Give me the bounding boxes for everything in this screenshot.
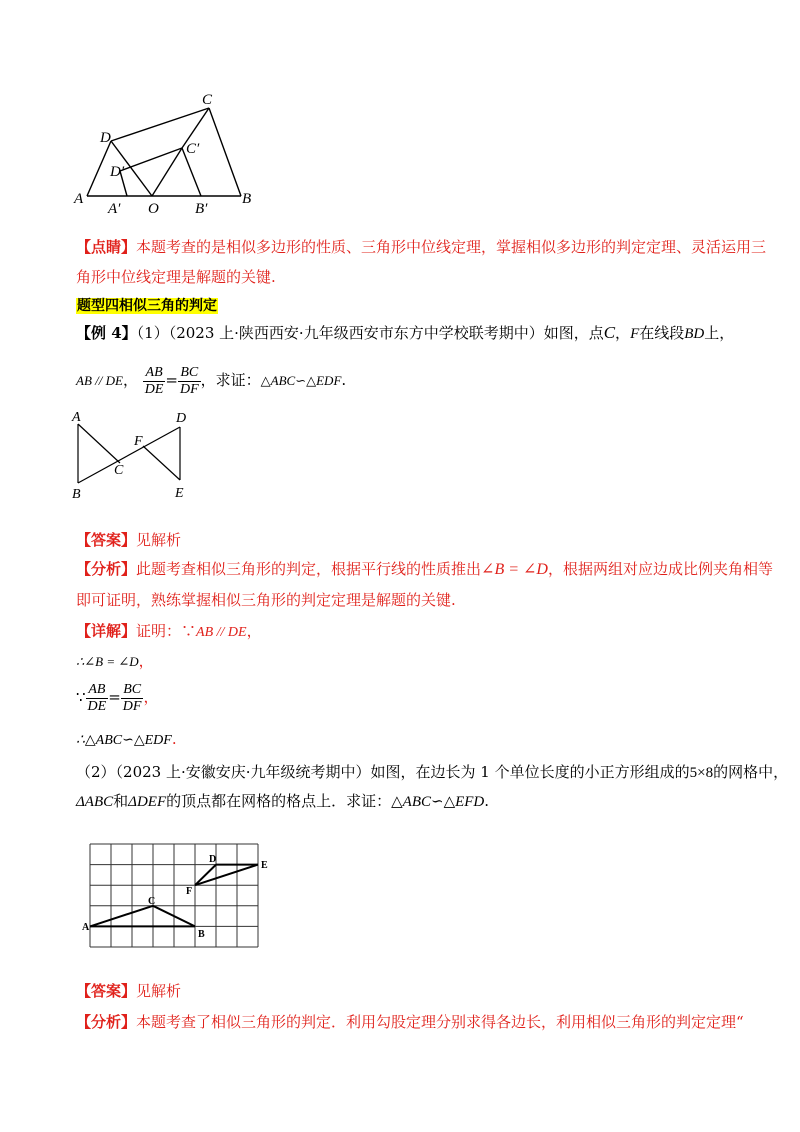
example4-intro: （1）（2023 上·陕西西安·九年级西安市东方中学校联考期中）如图，点 — [136, 324, 604, 342]
analysis1-text-2: 即可证明，熟练掌握相似三角形的判定定理是解题的关键. — [76, 591, 456, 609]
frac-num: BC — [178, 365, 201, 382]
comma: ， — [122, 371, 138, 389]
example4-line-1 — [76, 322, 734, 345]
label-d: D — [209, 854, 217, 865]
label-b: B — [198, 929, 205, 940]
prove-statement: △ABC∽△EDF — [260, 373, 342, 388]
analysis1-text-1b: ，根据两组对应边成比例夹角相等 — [547, 560, 773, 578]
detail1-text: 证明：∵ — [136, 622, 197, 640]
label-e: E — [261, 860, 268, 871]
part2-text-1a: （2）（2023 上·安徽安庆·九年级统考期中）如图，在边长为 1 个单位长度的小正方形组成的 — [76, 763, 690, 781]
label-b-prime: B′ — [195, 201, 208, 215]
note-line-2 — [76, 266, 276, 288]
note-text-1: 本题考查的是相似多边形的性质、三角形中位线定理，掌握相似多边形的判定定理、灵活运用三 — [136, 238, 767, 256]
point-f: F — [630, 326, 640, 342]
equals: = — [165, 371, 178, 389]
note-tag: 【点睛】 — [76, 238, 137, 256]
answer2-text: 见解析 — [136, 982, 182, 1000]
part2-line-1 — [76, 761, 788, 784]
note-text-2: 角形中位线定理是解题的关键. — [76, 268, 276, 286]
part2-text-2: 的顶点都在网格的格点上．求证： — [166, 792, 392, 810]
prove-label: ，求证： — [200, 371, 261, 389]
figure-trapezoid — [70, 90, 270, 215]
label-d-prime: D′ — [110, 164, 125, 180]
figure-bowtie — [68, 408, 198, 502]
triangle-abc: ΔABC — [76, 794, 114, 810]
answer1-tag: 【答案】 — [76, 531, 137, 549]
detail1-line-3 — [76, 678, 158, 716]
label-c-prime: C′ — [186, 141, 200, 157]
frac-num: BC — [121, 682, 144, 699]
frac-den: DF — [122, 698, 142, 714]
grid-size: 5×8 — [689, 765, 714, 781]
fraction-ab-de — [86, 682, 109, 715]
frac-num: AB — [86, 682, 109, 699]
label-f: F — [186, 886, 193, 897]
section-title: 题型四相似三角的判定 — [77, 298, 217, 314]
period: . — [341, 371, 347, 389]
fraction-bc-df — [178, 365, 201, 398]
label-a-prime: A′ — [108, 201, 121, 215]
fraction-bc-df — [121, 682, 144, 715]
step-conclusion: ∴△ABC∽△EDF — [76, 733, 172, 748]
equals: = — [108, 688, 121, 706]
and-text: 和 — [113, 792, 129, 810]
detail1-tag: 【详解】 — [76, 622, 137, 640]
label-d: D — [100, 130, 111, 146]
answer2-tag: 【答案】 — [76, 982, 137, 1000]
cond-ab-parallel-de: AB // DE — [76, 373, 123, 388]
analysis2-line — [76, 1011, 744, 1033]
analysis1-line-1 — [76, 558, 773, 581]
label-b: B — [72, 487, 81, 502]
analysis1-tag: 【分析】 — [76, 560, 137, 578]
label-o: O — [148, 201, 159, 215]
label-c: C — [148, 896, 156, 907]
analysis2-text: 本题考查了相似三角形的判定．利用勾股定理分别求得各边长，利用相似三角形的判定定理“ — [136, 1013, 744, 1031]
frac-num: AB — [143, 365, 166, 382]
label-a: A — [82, 922, 90, 933]
analysis2-tag: 【分析】 — [76, 1013, 137, 1031]
step-angle-b-eq-d: ∴∠B = ∠D — [76, 654, 139, 669]
label-e: E — [175, 486, 184, 501]
angle-equality: ∠B = ∠D — [481, 561, 548, 578]
on-segment-text: 在线段 — [639, 324, 685, 342]
on-text: 上， — [704, 324, 735, 342]
point-c: C — [603, 323, 616, 342]
frac-den: DE — [87, 698, 107, 714]
detail1-line-4 — [76, 728, 177, 752]
label-f: F — [134, 434, 143, 449]
label-b: B — [242, 191, 252, 207]
comma: ， — [615, 324, 631, 342]
label-c: C — [202, 92, 213, 108]
section-title-line — [76, 294, 218, 317]
detail1-line-1 — [76, 620, 262, 644]
comma: ， — [143, 688, 159, 706]
comma: ， — [246, 622, 262, 640]
period: . — [484, 792, 490, 810]
segment-bd: BD — [684, 326, 705, 342]
example4-tag: 【例 4】 — [76, 324, 137, 342]
detail1-cond: AB // DE — [196, 625, 247, 640]
answer1-line — [76, 529, 181, 551]
grid-lines — [90, 844, 258, 947]
answer1-text: 见解析 — [136, 531, 182, 549]
analysis1-text-1a: 此题考查相似三角形的判定，根据平行线的性质推出 — [136, 560, 482, 578]
period: . — [171, 730, 177, 748]
note-line-1 — [76, 236, 766, 258]
part2-prove-statement: △ABC∽△EFD — [391, 794, 485, 810]
triangle-def: ΔDEF — [128, 794, 167, 810]
label-a: A — [72, 410, 81, 425]
comma: ， — [138, 652, 154, 670]
fraction-ab-de — [143, 365, 166, 398]
part2-text-1b: 的网格中， — [713, 763, 789, 781]
example4-line-2 — [76, 362, 346, 399]
analysis1-line-2 — [76, 589, 456, 611]
because-symbol: ∵ — [76, 688, 86, 706]
answer2-line — [76, 980, 181, 1002]
figure-grid — [80, 836, 280, 956]
frac-den: DE — [144, 381, 164, 397]
label-d: D — [176, 411, 187, 426]
detail1-line-2 — [76, 650, 154, 673]
label-c: C — [114, 463, 124, 478]
label-a: A — [74, 191, 84, 207]
frac-den: DF — [179, 381, 199, 397]
part2-line-2 — [76, 790, 489, 813]
